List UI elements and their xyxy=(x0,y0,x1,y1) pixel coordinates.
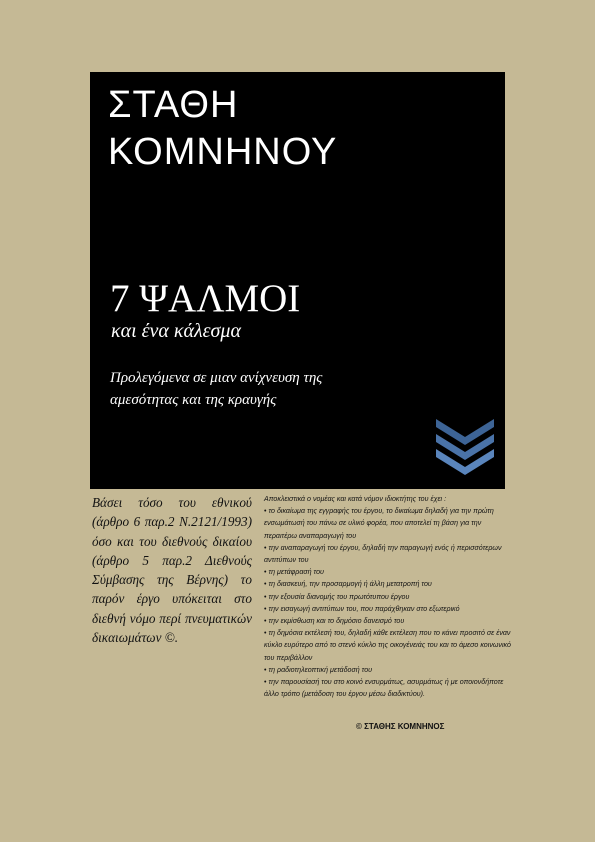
cover-panel xyxy=(90,72,505,489)
copyright-holder: © ΣΤΑΘΗΣ ΚΟΜΝΗΝΟΣ xyxy=(356,722,445,731)
rights-item: • τη δημόσια εκτέλεσή του, δηλαδή κάθε εκτέλεση που το κάνει προσιτό σε έναν κύκλο ευρύτερο από το στενό κύκλο της οικογένειάς του και το άμεσο κοινωνικό του περιβάλλον xyxy=(264,627,516,664)
rights-item: • την παρουσίασή του στο κοινό ενσυρμάτως, ασυρμάτως ή με οποιονδήποτε άλλο τρόπο (μετάδοση του έργου μέσω διαδικτύου). xyxy=(264,676,516,700)
rights-item: • την αναπαραγωγή του έργου, δηλαδή την παραγωγή ενός ή περισσότερων αντιτύπων του xyxy=(264,542,516,566)
rights-item: • την εκμίσθωση και το δημόσιο δανεισμό του xyxy=(264,615,516,627)
chevron-down-icon xyxy=(436,419,494,475)
book-tagline xyxy=(110,367,400,411)
rights-item: • τη ραδιοτηλεοπτική μετάδοσή του xyxy=(264,664,516,676)
rights-item: • τη μετάφρασή του xyxy=(264,566,516,578)
author-line-2: ΚΟΜΝΗΝΟΥ xyxy=(108,131,338,173)
author-name xyxy=(108,82,337,176)
rights-item: • το δικαίωμα της εγγραφής του έργου, το δικαίωμα δηλαδή για την πρώτη ενσωμάτωσή του πάνω σε υλικό φορέα, που αποτελεί τη βάση για την περαιτέρω αναπαραγωγή του xyxy=(264,505,516,542)
rights-intro: Αποκλειστικά ο νομέας και κατά νόμον ιδιοκτήτης του έχει : xyxy=(264,495,447,503)
book-subtitle: και ένα κάλεσμα xyxy=(111,320,241,342)
author-line-1: ΣΤΑΘΗ xyxy=(108,84,239,126)
rights-item: • τη διασκευή, την προσαρμογή ή άλλη μετατροπή του xyxy=(264,578,516,590)
tagline-line-2: αμεσότητας και της κραυγής xyxy=(110,392,277,408)
book-title: 7 ΨΑΛΜΟΙ xyxy=(110,277,301,320)
rights-list xyxy=(264,505,516,700)
tagline-line-1: Προλεγόμενα σε μιαν ανίχνευση της xyxy=(110,370,323,386)
rights-item: • την εξουσία διανομής του πρωτότυπου έργου xyxy=(264,591,516,603)
rights-item: • την εισαγωγή αντιτύπων του, που παράχθηκαν στο εξωτερικό xyxy=(264,603,516,615)
rights-list-section xyxy=(264,493,516,700)
copyright-law-note: Βάσει τόσο του εθνικού (άρθρο 6 παρ.2 Ν.2121/1993) όσο και του διεθνούς δικαίου (άρθρο 5 παρ.2 Διεθνούς Σύμβασης της Βέρνης) το παρόν έργο υπόκειται στο διεθνή νόμο περί πνευματικών δικαιωμάτων ©. xyxy=(92,495,252,646)
